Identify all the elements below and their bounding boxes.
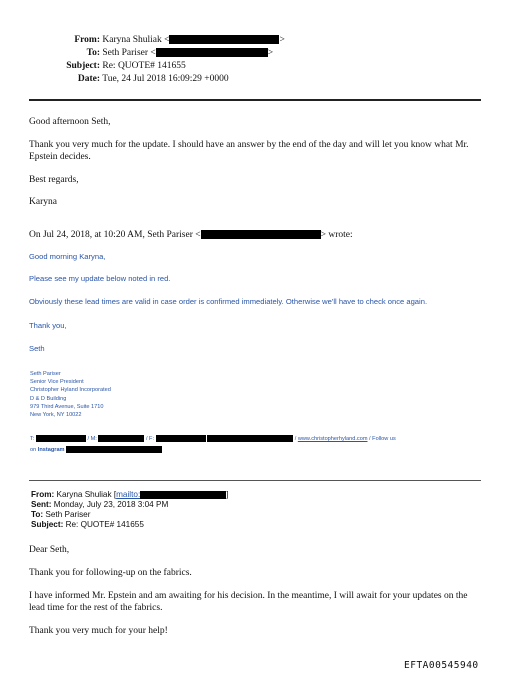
phone-label: T: (30, 436, 35, 442)
to-close: > (267, 48, 274, 58)
from-close: > (279, 35, 285, 45)
fwd-from-value: Karyna Shuliak [ (56, 490, 117, 499)
fwd-sent-value: Monday, July 23, 2018 3:04 PM (53, 500, 169, 509)
instagram-line (30, 446, 162, 454)
signature-block (30, 370, 111, 419)
contact-line (30, 435, 396, 443)
forwarded-header (31, 490, 229, 530)
slash-separator: / (294, 436, 297, 442)
website-link[interactable]: www.christopherhyland.com (297, 436, 368, 442)
quoted-greeting: Good morning Karyna, (29, 252, 106, 261)
header-to-row (40, 47, 273, 60)
to-value: Seth Pariser < (102, 48, 156, 58)
follow-us-text: / Follow us (369, 436, 396, 442)
original-greeting: Dear Seth, (29, 545, 70, 555)
fwd-from-label: From: (31, 490, 55, 499)
header-divider (29, 99, 481, 101)
redaction-bar (201, 230, 321, 239)
original-line1: Thank you for following-up on the fabrics. (29, 568, 192, 578)
reply-greeting: Good afternoon Seth, (29, 117, 111, 127)
signature-city: New York, NY 10022 (30, 412, 82, 419)
fwd-to-row (31, 510, 229, 520)
on-label: on (30, 447, 37, 453)
fwd-to-value: Seth Pariser (45, 510, 91, 519)
fwd-subject-value: Re: QUOTE# 141655 (65, 520, 144, 529)
fwd-subject-label: Subject: (31, 520, 64, 529)
fax-label: / F: (145, 436, 155, 442)
fwd-sent-row (31, 500, 229, 510)
original-line3: Thank you very much for your help! (29, 626, 168, 636)
redaction-bar (98, 435, 144, 442)
from-value: Karyna Shuliak < (102, 35, 170, 45)
signature-name: Seth Pariser (30, 371, 61, 377)
reply-name: Karyna (29, 197, 57, 207)
mailto-link[interactable]: mailto: (116, 490, 141, 499)
fwd-from-row (31, 490, 229, 500)
redaction-bar (140, 490, 229, 499)
original-line2: I have informed Mr. Epstein and am awaiting for his decision. In the meantime, I will await for your updates on the lead time for the rest of the fabrics. (29, 591, 468, 613)
date-label: Date: (77, 74, 100, 84)
to-label: To: (86, 48, 100, 58)
redaction-bar (66, 446, 162, 453)
quoted-intro (29, 229, 484, 241)
fwd-sent-label: Sent: (31, 500, 52, 509)
signature-address: 979 Third Avenue, Suite 1710 (30, 403, 104, 410)
redaction-bar (156, 48, 268, 57)
header-date-row (40, 73, 229, 86)
mobile-label: / M: (87, 436, 97, 442)
forward-divider (29, 480, 481, 481)
quoted-line1: Please see my update below noted in red. (29, 274, 171, 283)
quoted-thanks: Thank you, (29, 321, 67, 330)
instagram-link[interactable]: Instagram (37, 447, 65, 453)
reply-body: Thank you very much for the update. I should have an answer by the end of the day and will let you know what Mr. Epstein decides. (29, 140, 469, 162)
document-id: EFTA00545940 (404, 660, 479, 671)
quoted-intro-prefix: On Jul 24, 2018, at 10:20 AM, Seth Pariser < (29, 230, 201, 240)
reply-closing: Best regards, (29, 175, 79, 185)
subject-value: Re: QUOTE# 141655 (102, 61, 186, 71)
fwd-to-label: To: (31, 510, 44, 519)
signature-title: Senior Vice President (30, 379, 84, 386)
signature-building: D & D Building (30, 395, 67, 402)
quoted-name: Seth (29, 344, 45, 353)
fwd-subject-row (31, 520, 229, 530)
redaction-bar (156, 435, 206, 442)
quoted-line2: Obviously these lead times are valid in case order is confirmed immediately. Otherwise we'll have to check once again. (29, 297, 428, 306)
signature-company: Christopher Hyland Incorporated (30, 387, 111, 394)
fwd-from-close: ] (226, 490, 229, 499)
subject-label: Subject: (66, 61, 100, 71)
date-value: Tue, 24 Jul 2018 16:09:29 +0000 (102, 74, 229, 84)
redaction-bar (207, 435, 293, 442)
redaction-bar (36, 435, 86, 442)
header-subject-row (40, 60, 186, 73)
header-from-row (40, 34, 285, 47)
quoted-intro-suffix: > wrote: (320, 230, 353, 240)
from-label: From: (74, 35, 100, 45)
redaction-bar (169, 35, 279, 44)
